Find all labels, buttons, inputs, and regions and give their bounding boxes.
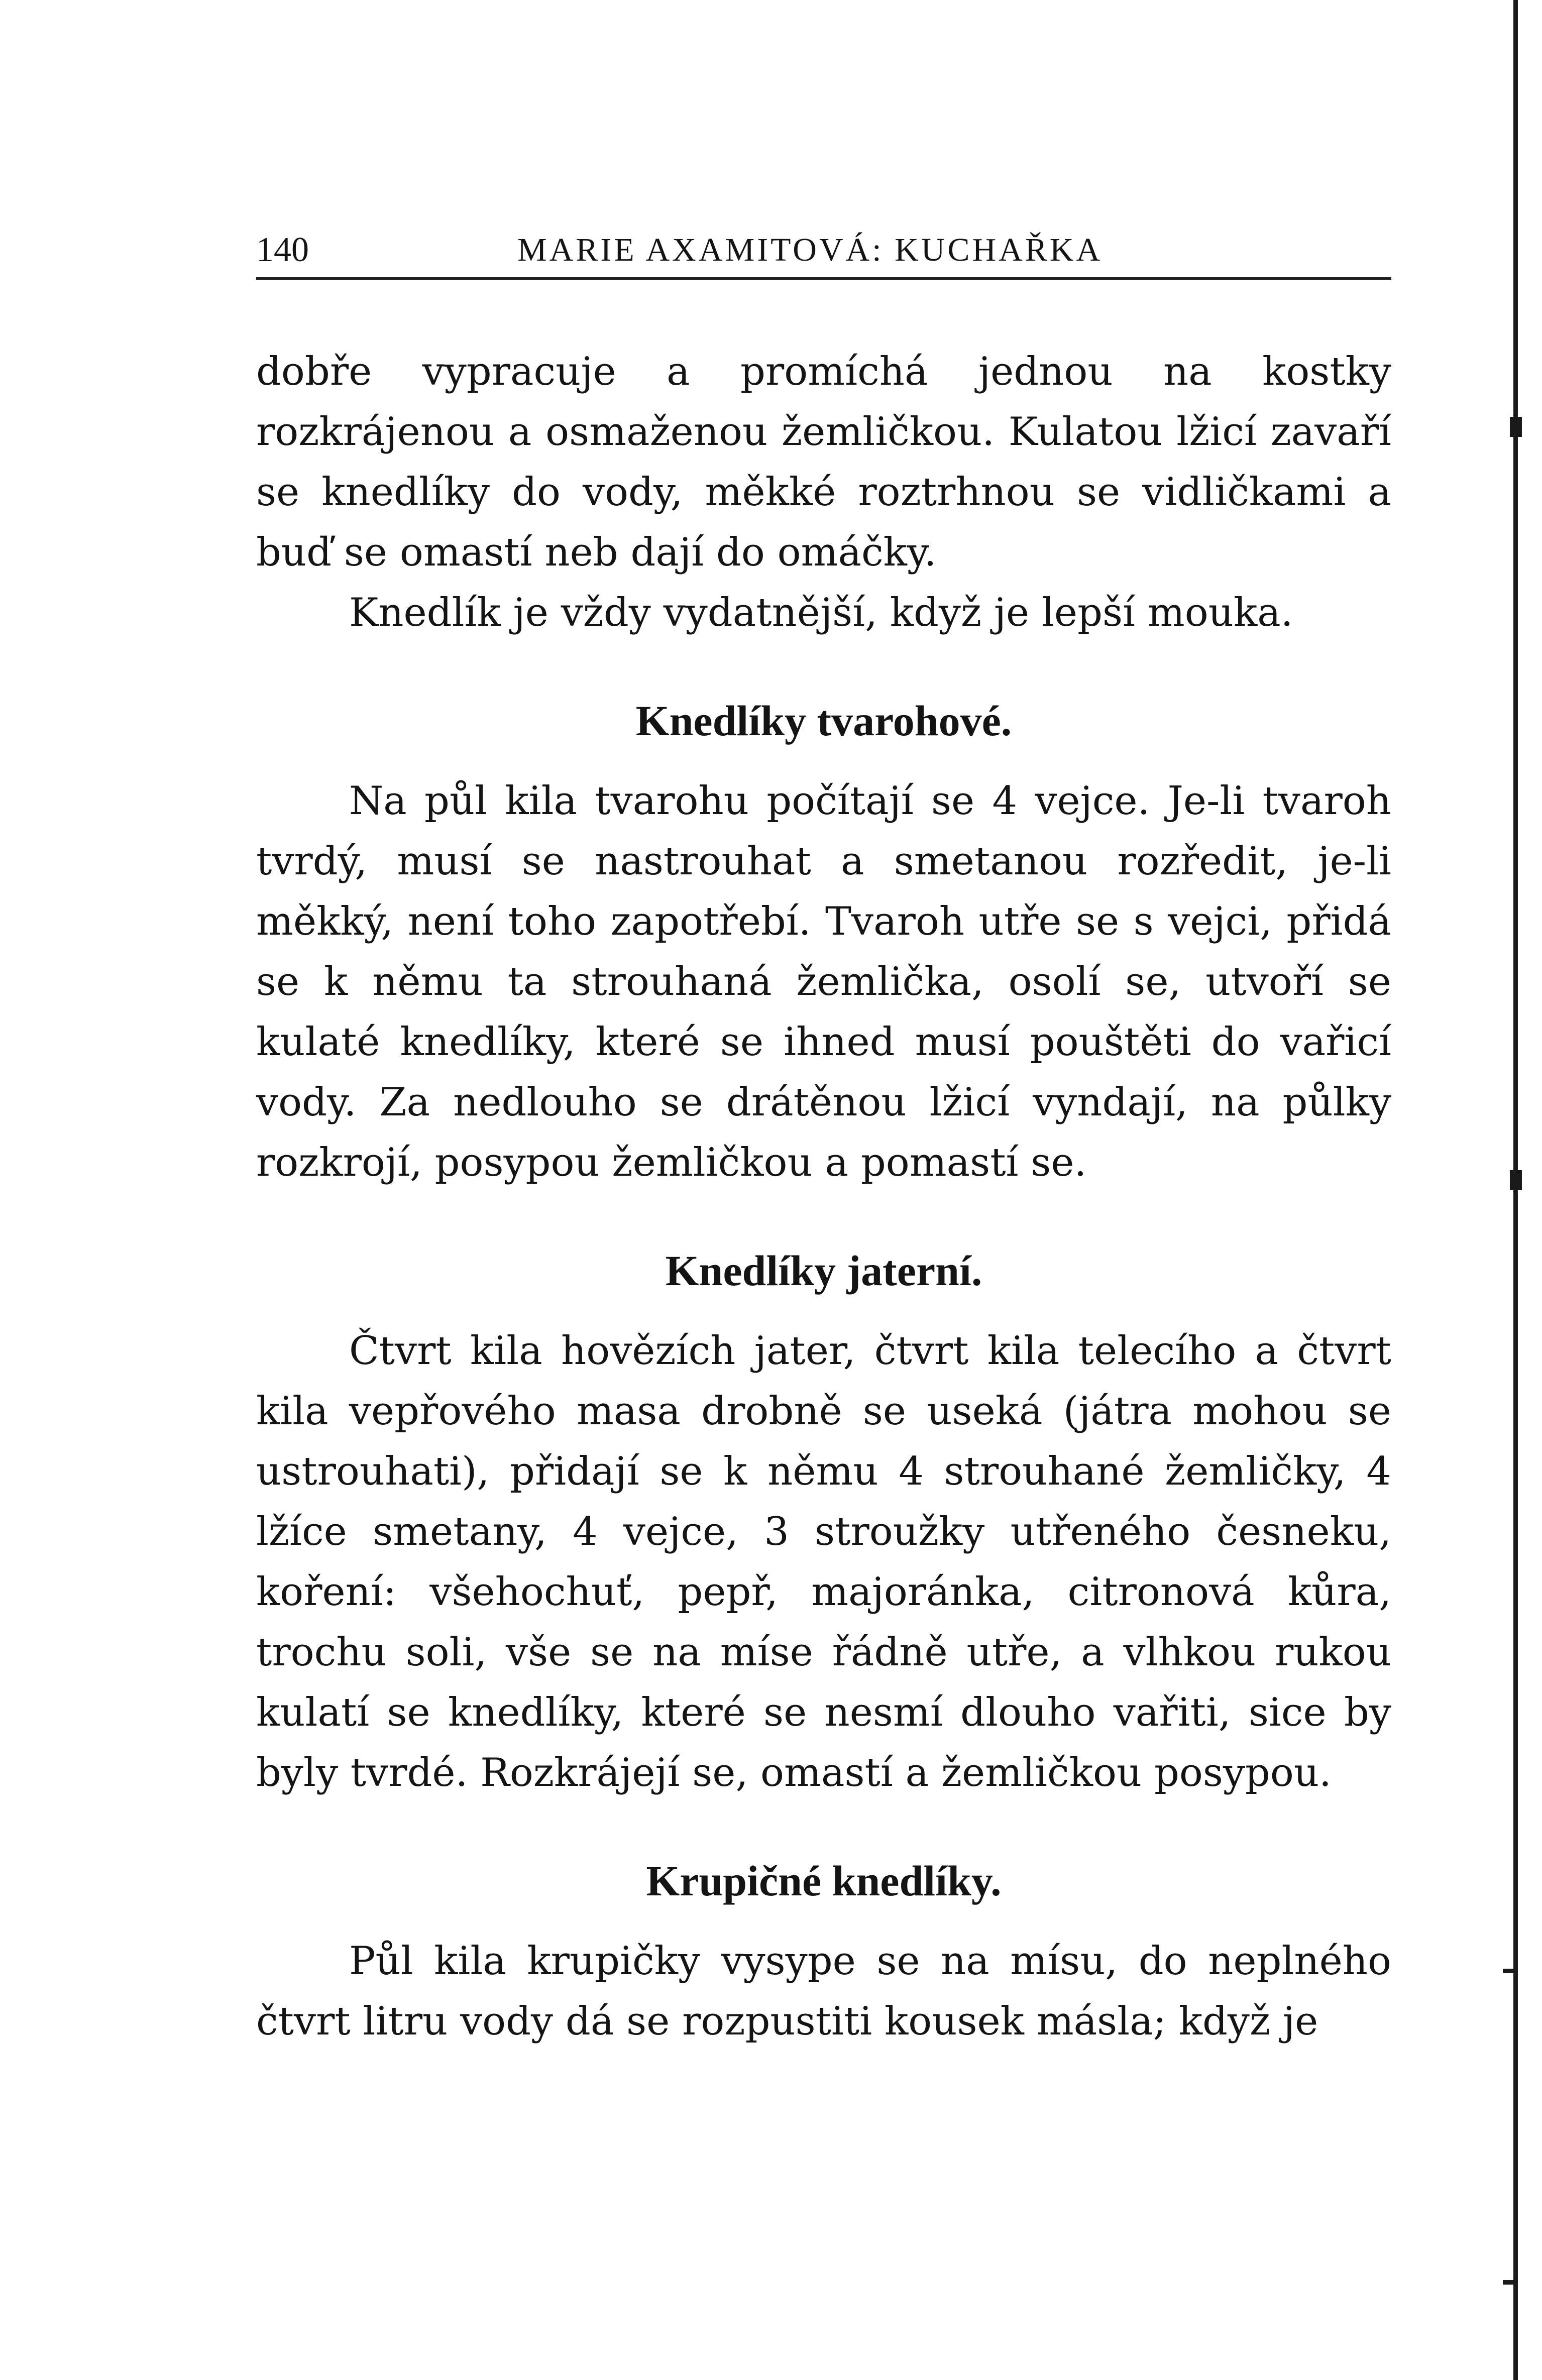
scan-edge-mark bbox=[1503, 2280, 1518, 2285]
page-body bbox=[256, 342, 1391, 2052]
page-number: 140 bbox=[256, 231, 309, 269]
section-text-knedliky-tvarohove: Na půl kila tvarohu počítají se 4 vejce. Je-li tvaroh tvrdý, musí se nastrouhat a smetanou rozředit, je-li měkký, není toho zapotřebí. Tvaroh utře se s vejci, přidá se k němu ta strouhaná žemlička, osolí se, utvoří se kulaté knedlíky, které se ihned musí pouštěti do vařicí vody. Za nedlouho se drátěnou lžicí vyndají, na půlky rozkrojí, posypou žemličkou a pomastí se. bbox=[256, 778, 1391, 1185]
section-heading-krupicne-knedliky: Krupičné knedlíky. bbox=[646, 1857, 1002, 1905]
running-head: MARIE AXAMITOVÁ: KUCHAŘKA bbox=[517, 232, 1103, 268]
section-text-knedliky-jaterni: Čtvrt kila hovězích jater, čtvrt kila telecího a čtvrt kila vepřového masa drobně se useká (játra mohou se ustrouhati), přidají se k němu 4 strouhané žemličky, 4 lžíce smetany, 4 vejce, 3 stroužky utřeného česneku, koření: všehochuť, pepř, majoránka, citronová kůra, trochu soli, vše se na míse řádně utře, a vlhkou rukou kulatí se knedlíky, které se nesmí dlouho vařiti, sice by byly tvrdé. Rozkrájejí se, omastí a žemličkou posypou. bbox=[256, 1328, 1391, 1795]
section-heading-knedliky-jaterni: Knedlíky jaterní. bbox=[665, 1246, 982, 1295]
scan-edge-mark bbox=[1510, 1170, 1522, 1190]
section-text-krupicne-knedliky: Půl kila krupičky vysype se na mísu, do neplného čtvrt litru vody dá se rozpustiti kousek másla; když je bbox=[256, 1939, 1391, 2044]
intro-paragraph: dobře vypracuje a promíchá jednou na kostky rozkrájenou a osmaženou žemličkou. Kulatou lžicí zavaří se knedlíky do vody, měkké roztrhnou se vidličkami a buď se omastí neb dají do omáčky. bbox=[256, 349, 1391, 575]
note-paragraph: Knedlík je vždy vydatnější, když je lepší mouka. bbox=[349, 590, 1293, 635]
scan-edge-mark bbox=[1510, 417, 1522, 437]
section-heading-knedliky-tvarohove: Knedlíky tvarohové. bbox=[635, 697, 1012, 745]
scan-edge-mark bbox=[1503, 1969, 1518, 1973]
page-header bbox=[256, 221, 1391, 280]
